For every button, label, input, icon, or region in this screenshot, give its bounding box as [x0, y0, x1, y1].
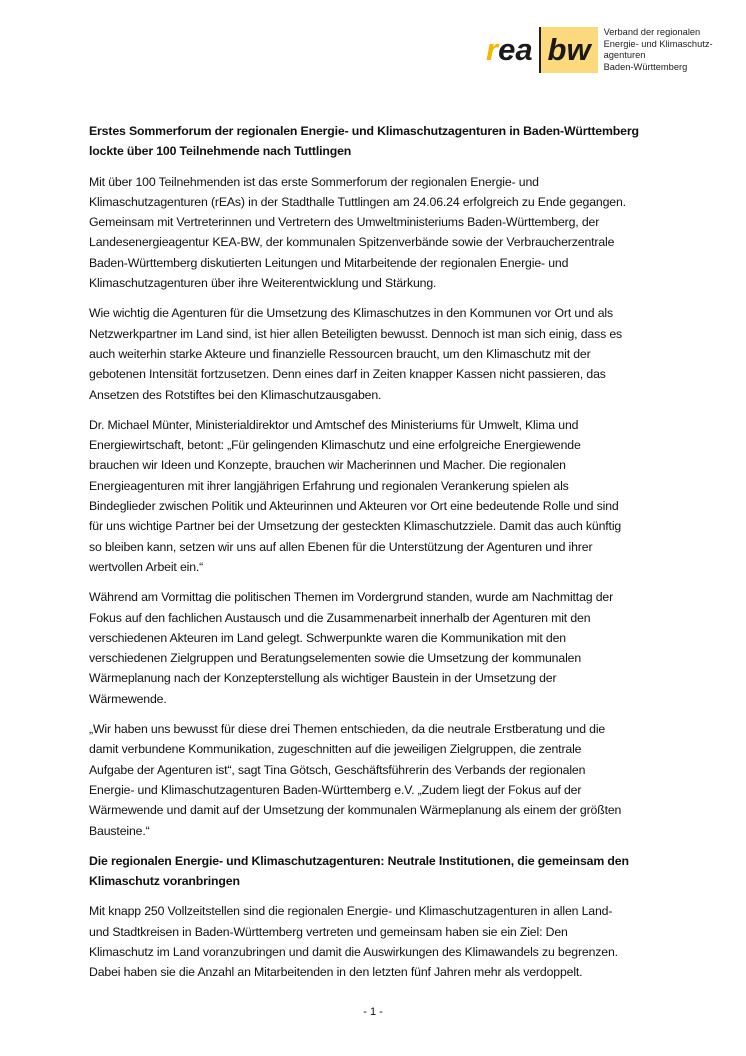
reabw-logo — [486, 27, 713, 73]
text-line: damit verbundene Kommunikation, zugeschnitten auf die jeweiligen Zielgruppen, die zentrale — [89, 742, 582, 757]
text-line: Wärmewende und damit auf der Umsetzung der kommunalen Wärmeplanung als einem der größten — [89, 803, 622, 818]
text-line: „Wir haben uns bewusst für diese drei Themen entschieden, da die neutrale Erstberatung und die — [89, 722, 606, 737]
text-line: Netzwerkpartner im Land sind, ist hier allen Beteiligten bewusst. Dennoch ist man sich einig, dass es — [89, 326, 623, 341]
text-line: Klimaschutzagenturen (rEAs) in der Stadthalle Tuttlingen am 24.06.24 erfolgreich zu Ende gegangen. — [89, 194, 626, 209]
text-line: Bausteine.“ — [89, 823, 150, 838]
logo-org-name — [604, 27, 713, 73]
paragraph-3 — [89, 415, 709, 577]
text-line: Baden-Württemberg diskutierten Leitungen und Mitarbeitende der regionalen Energie- und — [89, 255, 569, 270]
text-line: Ansetzen des Rotstiftes bei den Klimaschutzausgaben. — [89, 387, 382, 402]
text-line: Wärmewende. — [89, 691, 167, 706]
text-line: brauchen wir Ideen und Konzepte, brauchen wir Macherinnen und Macher. Die regionalen — [89, 458, 566, 473]
text-line: Fokus auf den fachlichen Austausch und die Zusammenarbeit innerhalb der Agenturen mit den — [89, 610, 591, 625]
text-line: Dr. Michael Münter, Ministerialdirektor und Amtschef des Ministeriums für Umwelt, Klima und — [89, 417, 579, 432]
paragraph-1 — [89, 172, 709, 294]
paragraph-4 — [89, 587, 709, 709]
logo-rea: rea — [486, 32, 533, 67]
paragraph-2 — [89, 303, 709, 404]
text-line: Energiewirtschaft, betont: „Für gelingenden Klimaschutz und eine erfolgreiche Energiewende — [89, 438, 581, 453]
text-line: verschiedenen Zielgruppen und Beratungselementen sowie die Umsetzung der kommunalen — [89, 651, 582, 666]
text-line: Baden-Württemberg — [603, 61, 688, 72]
text-line: Mit knapp 250 Vollzeitstellen sind die regionalen Energie- und Klimaschutzagenturen in allen Land- — [89, 904, 613, 919]
section-heading — [89, 851, 709, 892]
document-title — [89, 121, 709, 162]
text-line: für uns wichtige Partner bei der Umsetzung der gesteckten Klimaschutzziele. Damit das auch künftig — [89, 519, 622, 534]
text-line: Energie- und Klimaschutzagenturen Baden-Württemberg e.V. „Zudem liegt der Fokus auf der — [89, 782, 582, 797]
text-line: Erstes Sommerforum der regionalen Energie- und Klimaschutzagenturen in Baden-Württemberg — [89, 124, 639, 138]
text-line: Klimaschutz voranbringen — [89, 874, 240, 889]
text-line: Verband der regionalen — [603, 27, 701, 37]
text-line: auch weiterhin starke Akteure und finanzielle Ressourcen braucht, um den Klimaschutz mit der — [89, 346, 591, 361]
logo-bw: bw — [539, 27, 598, 73]
text-line: so bleiben kann, setzen wir uns auf allen Ebenen für die Unterstützung der Agenturen und ihrer — [89, 539, 593, 554]
text-line: Klimaschutz im Land voranzubringen und damit die Auswirkungen des Klimawandels zu begrenzen. — [89, 944, 618, 959]
document-body — [89, 121, 709, 993]
text-line: wertvollen Arbeit ein.“ — [89, 559, 204, 574]
text-line: Gemeinsam mit Vertreterinnen und Vertretern des Umweltministeriums Baden-Württemberg, der — [89, 215, 600, 230]
text-line: Dabei haben sie die Anzahl an Mitarbeitenden in den letzten fünf Jahren mehr als verdoppelt. — [89, 965, 583, 980]
text-line: Landesenergieagentur KEA-BW, der kommunalen Spitzenverbände sowie der Verbraucherzentrale — [89, 235, 615, 250]
text-line: verschiedenen Akteuren im Land gelegt. Schwerpunkte waren die Kommunikation mit den — [89, 630, 566, 645]
text-line: und Stadtkreisen in Baden-Württemberg vertreten und gemeinsam haben sie ein Ziel: Den — [89, 924, 568, 939]
text-line: Klimaschutzagenturen über ihre Weiterentwicklung und Stärkung. — [89, 276, 437, 291]
text-line: Wie wichtig die Agenturen für die Umsetzung des Klimaschutzes in den Kommunen vor Ort und als — [89, 306, 613, 321]
text-line: Während am Vormittag die politischen Themen im Vordergrund standen, wurde am Nachmittag der — [89, 590, 614, 605]
paragraph-6 — [89, 901, 709, 982]
text-line: Mit über 100 Teilnehmenden ist das erste Sommerforum der regionalen Energie- und — [89, 174, 539, 189]
text-line: gebotenen Intensität fortzusetzen. Denn eines darf in Zeiten knapper Kassen nicht passieren, das — [89, 367, 606, 382]
paragraph-5 — [89, 719, 709, 841]
text-line: Die regionalen Energie- und Klimaschutzagenturen: Neutrale Institutionen, die gemeinsam den — [89, 853, 629, 868]
text-line: agenturen — [603, 50, 646, 60]
text-line: lockte über 100 Teilnehmende nach Tuttlingen — [89, 144, 352, 159]
text-line: Aufgabe der Agenturen ist“, sagt Tina Götsch, Geschäftsführerin des Verbands der regionalen — [89, 762, 586, 777]
text-line: Energieagenturen mit ihrer langjährigen Erfahrung und regionalen Verankerung spielen als — [89, 478, 569, 493]
page-number: - 1 - — [363, 1006, 383, 1018]
text-line: Wärmeplanung nach der Konzepterstellung als wichtiger Baustein in der Umsetzung der — [89, 671, 557, 686]
text-line: Energie- und Klimaschutz- — [603, 38, 713, 49]
text-line: Bindeglieder zwischen Politik und Akteurinnen und Akteuren vor Ort eine bedeutende Rolle und sind — [89, 499, 619, 514]
